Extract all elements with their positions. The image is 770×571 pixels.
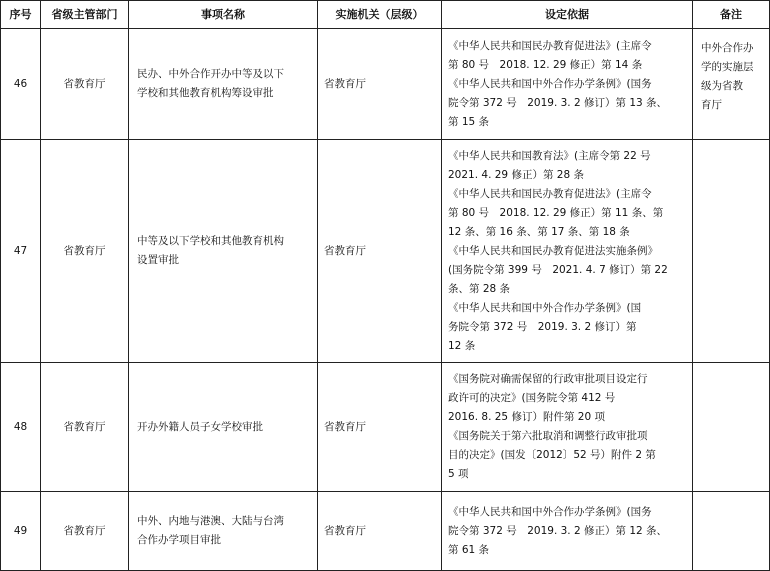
row-num-cell: 48: [1, 363, 41, 492]
row-name-cell: [129, 29, 318, 140]
header-dept: 省级主管部门: [41, 1, 129, 29]
row-name-cell: [129, 363, 318, 492]
row-basis-line: 《中华人民共和国中外合作办学条例》(国务: [448, 77, 652, 90]
row-note-line: 学的实施层: [701, 61, 754, 73]
header-note: 备注: [693, 1, 770, 29]
row-basis-line: 《中华人民共和国民办教育促进法》(主席令: [448, 187, 652, 200]
row-basis-line: 《中华人民共和国民办教育促进法实施条例》: [448, 244, 658, 257]
row-basis-line: 《中华人民共和国教育法》(主席令第 22 号: [448, 149, 651, 162]
table-row: [1, 29, 770, 140]
row-num-cell: 49: [1, 492, 41, 571]
header-basis: 设定依据: [442, 1, 693, 29]
row-basis-line: 2016. 8. 25 修订）附件第 20 项: [448, 411, 605, 423]
row-basis-cell: [442, 29, 693, 140]
row-basis-line: 条、第 28 条: [448, 282, 511, 295]
row-dept-cell: 省教育厅: [41, 29, 129, 140]
row-note-cell: [693, 140, 770, 363]
table-row: [1, 363, 770, 492]
row-basis-line: 第 15 条: [448, 115, 490, 128]
row-basis-cell: [442, 140, 693, 363]
row-basis-line: 目的决定》(国发〔2012〕52 号）附件 2 第: [448, 449, 656, 461]
row-agency-cell: 省教育厅: [318, 140, 442, 363]
row-note-line: 级为省教: [701, 80, 743, 92]
row-dept-cell: 省教育厅: [41, 363, 129, 492]
row-basis-line: 《中华人民共和国中外合作办学条例》(国: [448, 301, 642, 314]
row-name-line: 开办外籍人员子女学校审批: [137, 420, 263, 433]
row-basis-line: 5 项: [448, 468, 469, 480]
row-name-line: 中等及以下学校和其他教育机构: [137, 235, 284, 247]
row-agency-cell: 省教育厅: [318, 492, 442, 571]
row-num-cell: 46: [1, 29, 41, 140]
row-name-line: 设置审批: [137, 254, 179, 266]
row-basis-line: 《国务院对确需保留的行政审批项目设定行: [448, 373, 648, 385]
row-note-line: 中外合作办: [701, 42, 754, 54]
header-agency: 实施机关（层级）: [318, 1, 442, 29]
row-agency-cell: 省教育厅: [318, 363, 442, 492]
row-basis-line: 院令第 372 号 2019. 3. 2 修订）第 13 条、: [448, 96, 668, 109]
row-note-line: 育厅: [701, 99, 722, 111]
row-basis-line: 《国务院关于第六批取消和调整行政审批项: [448, 430, 648, 442]
row-num-cell: 47: [1, 140, 41, 363]
row-name-line: 合作办学项目审批: [137, 534, 221, 546]
row-basis-line: 《中华人民共和国中外合作办学条例》(国务: [448, 505, 652, 518]
row-basis-line: (国务院令第 399 号 2021. 4. 7 修订）第 22: [448, 263, 668, 276]
row-basis-cell: [442, 492, 693, 571]
row-basis-line: 院令第 372 号 2019. 3. 2 修正）第 12 条、: [448, 524, 668, 537]
row-name-line: 民办、中外合作开办中等及以下: [137, 68, 284, 80]
header-num: 序号: [1, 1, 41, 29]
row-name-line: 中外、内地与港澳、大陆与台湾: [137, 515, 284, 527]
row-dept-cell: 省教育厅: [41, 140, 129, 363]
row-note-cell: [693, 29, 770, 140]
row-basis-line: 政许可的决定》(国务院令第 412 号: [448, 392, 616, 404]
row-basis-cell: [442, 363, 693, 492]
row-agency-cell: 省教育厅: [318, 29, 442, 140]
row-name-line: 学校和其他教育机构筹设审批: [137, 87, 274, 99]
row-basis-line: 12 条: [448, 339, 476, 352]
row-basis-line: 《中华人民共和国民办教育促进法》(主席令: [448, 39, 652, 52]
row-dept-cell: 省教育厅: [41, 492, 129, 571]
row-basis-line: 第 80 号 2018. 12. 29 修正）第 11 条、第: [448, 206, 664, 219]
table-row: [1, 140, 770, 363]
row-basis-line: 第 80 号 2018. 12. 29 修正）第 14 条: [448, 58, 643, 71]
row-note-cell: [693, 492, 770, 571]
row-basis-line: 12 条、第 16 条、第 17 条、第 18 条: [448, 225, 630, 238]
row-name-cell: [129, 492, 318, 571]
table-row: [1, 492, 770, 571]
row-name-cell: [129, 140, 318, 363]
row-note-cell: [693, 363, 770, 492]
row-basis-line: 第 61 条: [448, 543, 490, 556]
row-basis-line: 2021. 4. 29 修正）第 28 条: [448, 168, 584, 181]
table-header-row: [1, 1, 770, 29]
row-basis-line: 务院令第 372 号 2019. 3. 2 修订）第: [448, 320, 637, 333]
header-name: 事项名称: [129, 1, 318, 29]
